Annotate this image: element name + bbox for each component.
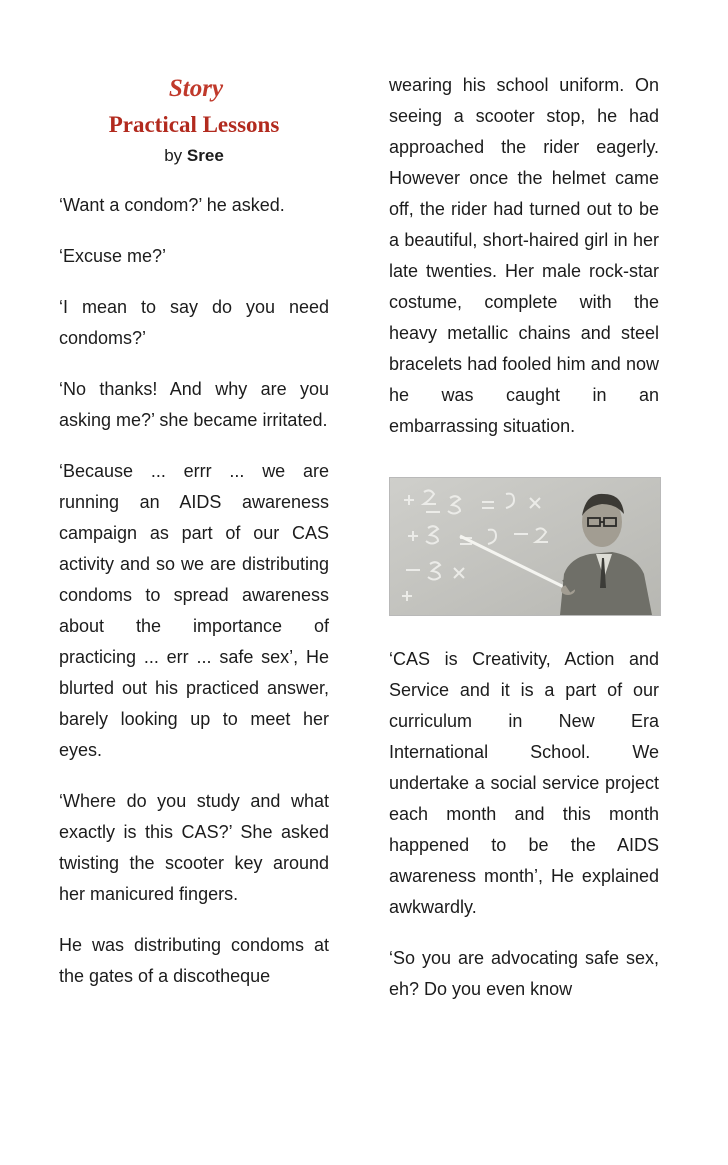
article-header [59, 0, 329, 168]
paragraph: ‘No thanks! And why are you asking me?’ she became irritated. [59, 379, 329, 430]
paragraph: ‘Want a condom?’ he asked. [59, 195, 285, 215]
section-tag: Story [168, 75, 224, 102]
teacher-at-blackboard-photo [389, 477, 661, 616]
author-name: Sree [186, 146, 224, 165]
paragraph: ‘I mean to say do you need condoms?’ [59, 297, 329, 348]
byline-prefix: by [164, 146, 183, 165]
left-column [59, 0, 329, 992]
paragraph: ‘Because ... errr ... we are running an AIDS awareness campaign as part of our CAS activity and so we are distributing condoms to spread awareness about the importance of practicing ... err ... safe sex’, He blurted out his practiced answer, barely looking up to meet her eyes. [59, 461, 329, 760]
paragraph: He was distributing condoms at the gates of a discotheque [59, 935, 329, 986]
right-column [389, 0, 659, 1005]
paragraph: ‘Excuse me?’ [59, 246, 167, 266]
paragraph: ‘CAS is Creativity, Action and Service and it is a part of our curriculum in New Era International School. We undertake a social service project each month and this month happened to be the AIDS awareness month’, He explained awkwardly. [389, 649, 659, 917]
byline [59, 144, 329, 168]
paragraph: wearing his school uniform. On seeing a scooter stop, he had approached the rider eagerly. However once the helmet came off, the rider had turned out to be a beautiful, short-haired girl in her late twenties. Her male rock-star costume, complete with the heavy metallic chains and steel bracelets had fooled him and now he was caught in an embarrassing situation. [389, 75, 659, 436]
paragraph: ‘So you are advocating safe sex, eh? Do you even know [389, 948, 659, 999]
article-title: Practical Lessons [108, 112, 280, 137]
paragraph: ‘Where do you study and what exactly is this CAS?’ She asked twisting the scooter key around her manicured fingers. [59, 791, 329, 904]
